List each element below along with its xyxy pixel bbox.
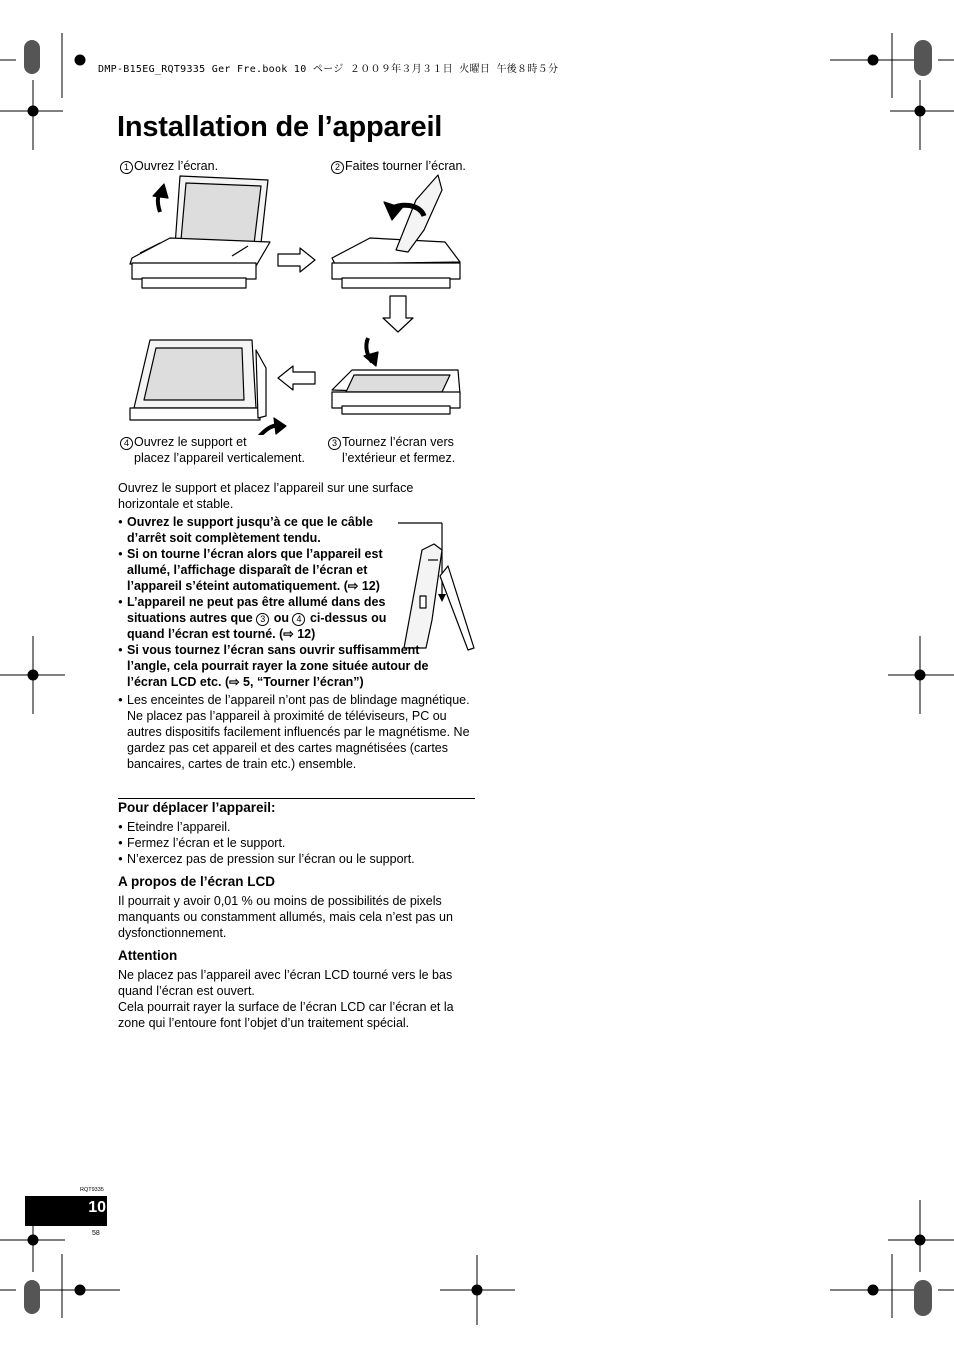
section-heading: Pour déplacer l’appareil:	[118, 800, 276, 815]
page-number: 10	[88, 1199, 106, 1216]
page-title: Installation de l’appareil	[117, 111, 443, 143]
device-upright-illustration	[130, 340, 286, 435]
step-text: placez l’appareil verticalement.	[134, 451, 305, 465]
step-text: Ouvrez le support et	[134, 435, 247, 449]
step-text: l’extérieur et fermez.	[342, 451, 456, 465]
list-item: ● Fermez l’écran et le support.	[118, 835, 476, 851]
section-body: Il pourrait y avoir 0,01 % ou moins de possibilités de pixels manquants ou constamment allumés, mais cela n’est pas un dysfonctionnement.	[118, 894, 453, 940]
magnetic-note	[118, 692, 476, 772]
installation-illustration	[120, 170, 480, 435]
section-body: Ne placez pas l’appareil avec l’écran LCD tourné vers le bas quand l’écran est ouvert.	[118, 968, 453, 998]
section-attention	[118, 948, 476, 1031]
bullet-item: ● Ouvrez le support jusqu’à ce que le câble d’arrêt soit complètement tendu.	[118, 514, 399, 546]
bullet-item: ● L’appareil ne peut pas être allumé dans des situations autres que 3 ou 4 ci-dessus ou quand l’écran est tourné. (⇨ 12)	[118, 594, 399, 642]
step-number: 1	[120, 161, 133, 174]
print-header: DMP-B15EG_RQT9335 Ger Fre.book 10 ページ ２００９年３月３１日 火曜日 午後８時５分	[98, 64, 559, 75]
warning-bullets	[118, 514, 463, 690]
device-closed-illustration	[332, 370, 460, 414]
section-body: Cela pourrait rayer la surface de l’écran LCD car l’écran et la zone qui l’entoure font l’objet d’un traitement spécial.	[118, 1000, 454, 1030]
step3-caption	[328, 434, 455, 466]
list-item: ● N’exercez pas de pression sur l’écran ou le support.	[118, 851, 476, 867]
device-rotating-illustration	[332, 175, 460, 288]
step4-caption	[120, 434, 305, 466]
intro-paragraph: Ouvrez le support et placez l’appareil sur une surface horizontale et stable.	[118, 481, 414, 511]
step-ref-4: 4	[292, 613, 305, 626]
bullet-item: ● Si vous tournez l’écran sans ouvrir suffisamment l’angle, cela pourrait rayer la zone située autour de l’écran LCD etc. (⇨ 5, “Tourner l’écran”)	[118, 642, 463, 690]
document-code: RQT9335	[80, 1187, 104, 1193]
step-number: 2	[331, 161, 344, 174]
section-heading: Attention	[118, 948, 178, 963]
step-text: Ouvrez l’écran.	[134, 159, 219, 173]
step-number: 3	[328, 437, 341, 450]
list-item: ● Eteindre l’appareil.	[118, 819, 476, 835]
step-text: Tournez l’écran vers	[342, 435, 454, 449]
device-open-illustration	[130, 176, 270, 288]
step-number: 4	[120, 437, 133, 450]
section-divider	[118, 798, 475, 799]
step-ref-3: 3	[256, 613, 269, 626]
section-lcd	[118, 874, 476, 941]
step-text: Faites tourner l’écran.	[345, 159, 466, 173]
section-move	[118, 800, 476, 867]
section-heading: A propos de l’écran LCD	[118, 874, 276, 889]
sub-page-number: 58	[92, 1230, 100, 1237]
bullet-item: ● Si on tourne l’écran alors que l’appareil est allumé, l’affichage disparaît de l’écran et l’appareil s’éteint automatiquement. (⇨ 12)	[118, 546, 399, 594]
bullet-item: ● Les enceintes de l’appareil n’ont pas de blindage magnétique. Ne placez pas l’appareil à proximité de téléviseurs, PC ou autres dispositifs facilement influencés par le magnétisme. Ne gardez pas cet appareil et des cartes magnétisées (cartes bancaires, cartes de train etc.) ensemble.	[118, 692, 476, 772]
